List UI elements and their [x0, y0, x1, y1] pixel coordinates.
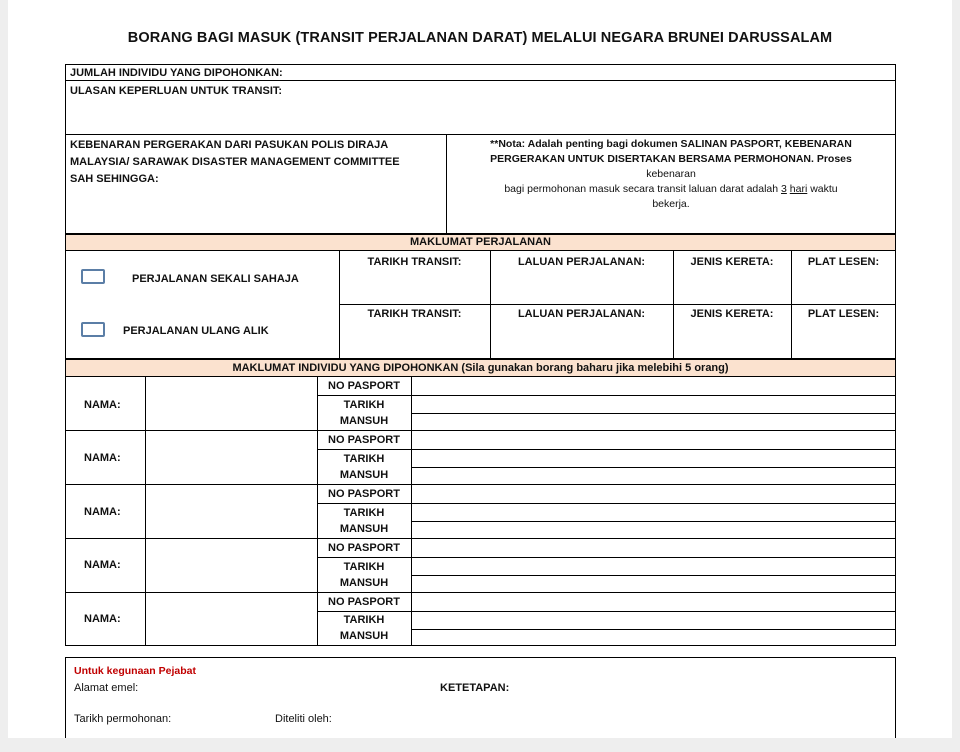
ulasan-label: ULASAN KEPERLUAN UNTUK TRANSIT: — [70, 85, 283, 97]
plat-lesen-label: PLAT LESEN: — [807, 256, 880, 268]
tarikh-transit-label: TARIKH TRANSIT: — [367, 256, 462, 268]
jenis-kereta-label: JENIS KERETA: — [690, 256, 774, 268]
tarikh-label: TARIKH — [343, 453, 385, 465]
mansuh-label: MANSUH — [339, 415, 389, 427]
tarikh-label: TARIKH — [343, 507, 385, 519]
form-sheet: BORANG BAGI MASUK (TRANSIT PERJALANAN DARAT) MELALUI NEGARA BRUNEI DARUSSALAM JUMLAH INDIVIDU YANG DIPOHONKAN: ULASAN KEPERLUAN UNTUK TRANSIT: KEBENARAN PERGERAKAN DARI PASUKAN POLIS DIRAJA MALAYSIA/ SARAWAK DISASTER MANAGEMENT COMMITTEE SAH SEHINGGA: **Nota: Adalah penting bagi dokumen SALINAN PASPORT, KEBENARAN PERGERAKAN UNTUK DISERTAKAN BERSAMA PERMOHONAN. Proses kebenaran bagi permohonan masuk secara transit laluan darat adalah 3 hari waktu bekerja. MAKLUMAT PERJALANAN PERJALANAN SEKALI SAHAJA TARIKH TRANSIT: LALUAN PERJALANAN: JENIS KERETA: PLAT LESEN: PERJALANAN ULANG ALIK TARIKH TRANSIT: LALUAN PERJALANAN: JENIS KERETA: PLAT LESEN: MAKLUMAT INDIVIDU YANG DIPOHONKAN (Sila gunakan borang baharu jika melebihi 5 orang) NAMA: NO PASPORT TARIKH MANSUH NAMA: NO PASPORT TARIKH MANSUH NAMA: NO PASPORT TARIKH MANSUH NAMA: NO PASPORT TARIKH MANSUH NAMA: NO PASPORT TARIKH MANSUH Untuk kegunaan Pejabat Alamat emel: KETETAPAN: Tarikh permohonan: Diteliti oleh: — [8, 0, 952, 738]
tarikh-transit-label: TARIKH TRANSIT: — [367, 308, 462, 320]
tarikh-label: TARIKH — [343, 614, 385, 626]
no-pasport-label: NO PASPORT — [328, 488, 400, 500]
laluan-label: LALUAN PERJALANAN: — [517, 308, 646, 320]
plat-lesen-label: PLAT LESEN: — [807, 308, 880, 320]
mansuh-label: MANSUH — [339, 630, 389, 642]
no-pasport-label: NO PASPORT — [328, 380, 400, 392]
diteliti-oleh-label: Diteliti oleh: — [275, 713, 332, 725]
alamat-emel-label: Alamat emel: — [74, 682, 139, 694]
option-sekali-label: PERJALANAN SEKALI SAHAJA — [132, 273, 299, 285]
nama-label: NAMA: — [84, 613, 121, 625]
mansuh-label: MANSUH — [339, 469, 389, 481]
form-title: BORANG BAGI MASUK (TRANSIT PERJALANAN DARAT) MELALUI NEGARA BRUNEI DARUSSALAM — [127, 30, 833, 46]
mansuh-label: MANSUH — [339, 523, 389, 535]
no-pasport-label: NO PASPORT — [328, 542, 400, 554]
nota-text: **Nota: Adalah penting bagi dokumen SALINAN PASPORT, KEBENARAN PERGERAKAN UNTUK DISERTAKAN BERSAMA PERMOHONAN. Proses kebenaran bagi permohonan masuk secara transit laluan darat adalah 3 hari waktu bekerja. — [490, 138, 852, 210]
nama-label: NAMA: — [84, 452, 121, 464]
travel-box — [65, 234, 896, 359]
no-pasport-label: NO PASPORT — [328, 596, 400, 608]
tarikh-label: TARIKH — [343, 561, 385, 573]
nama-label: NAMA: — [84, 506, 121, 518]
jumlah-label: JUMLAH INDIVIDU YANG DIPOHONKAN: — [70, 67, 283, 79]
travel-section-title: MAKLUMAT PERJALANAN — [410, 236, 551, 248]
mansuh-label: MANSUH — [339, 577, 389, 589]
checkbox-ulang[interactable] — [81, 322, 105, 337]
option-ulang-label: PERJALANAN ULANG ALIK — [123, 325, 269, 337]
tarikh-label: TARIKH — [343, 399, 385, 411]
ketetapan-label: KETETAPAN: — [440, 682, 510, 694]
jenis-kereta-label: JENIS KERETA: — [690, 308, 774, 320]
laluan-label: LALUAN PERJALANAN: — [517, 256, 646, 268]
individuals-section-title: MAKLUMAT INDIVIDU YANG DIPOHONKAN (Sila gunakan borang baharu jika melebihi 5 orang) — [232, 362, 729, 374]
office-use-title: Untuk kegunaan Pejabat — [74, 665, 196, 677]
checkbox-sekali[interactable] — [81, 269, 105, 284]
tarikh-permohonan-label: Tarikh permohonan: — [74, 713, 172, 725]
no-pasport-label: NO PASPORT — [328, 434, 400, 446]
nama-label: NAMA: — [84, 559, 121, 571]
nama-label: NAMA: — [84, 399, 121, 411]
